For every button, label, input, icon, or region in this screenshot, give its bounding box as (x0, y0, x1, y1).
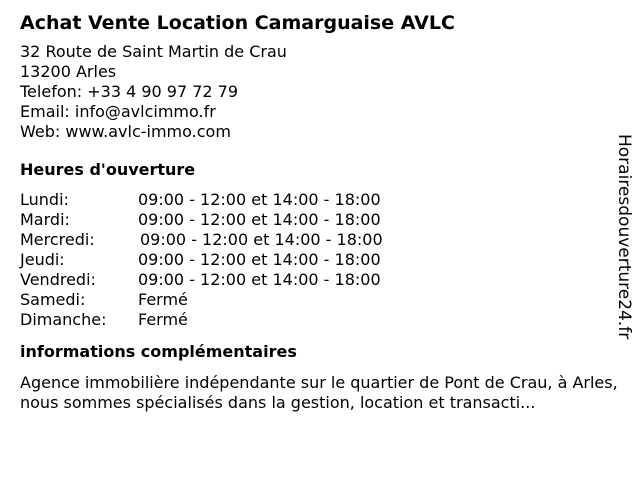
hours-row-tuesday (20, 210, 628, 230)
watermark (612, 134, 636, 346)
time-value: 09:00 - 12:00 et 14:00 - 18:00 (138, 250, 381, 269)
day-label: Dimanche: (20, 310, 107, 329)
address-street: 32 Route de Saint Martin de Crau (20, 42, 287, 61)
day-label: Vendredi: (20, 270, 96, 289)
day-label: Samedi: (20, 290, 86, 309)
hours-row-thursday (20, 250, 628, 270)
info-description: Agence immobilière indépendante sur le quartier de Pont de Crau, à Arles, nous sommes spécialisés dans la gestion, location et transacti... (20, 373, 618, 412)
website-link[interactable]: Web: www.avlc-immo.com (20, 122, 231, 141)
time-value: 09:00 - 12:00 et 14:00 - 18:00 (138, 270, 381, 289)
time-value: Fermé (138, 290, 188, 309)
day-label: Lundi: (20, 190, 69, 209)
phone-number[interactable]: Telefon: +33 4 90 97 72 79 (20, 82, 239, 101)
info-heading: informations complémentaires (20, 342, 297, 361)
address-city: 13200 Arles (20, 62, 117, 81)
day-label: Mercredi: (20, 230, 95, 249)
business-card (20, 11, 628, 413)
hours-row-wednesday (20, 230, 628, 250)
opening-hours-table (20, 190, 628, 330)
email-address[interactable]: Email: info@avlcimmo.fr (20, 102, 216, 121)
time-value: Fermé (138, 310, 188, 329)
day-label: Mardi: (20, 210, 70, 229)
hours-row-monday (20, 190, 628, 210)
day-label: Jeudi: (20, 250, 65, 269)
hours-row-friday (20, 270, 628, 290)
hours-row-sunday (20, 310, 628, 330)
business-name: Achat Vente Location Camarguaise AVLC (20, 12, 455, 34)
watermark-text: Horairesdouverture24.fr (614, 134, 634, 340)
hours-heading: Heures d'ouverture (20, 160, 196, 179)
time-value: 09:00 - 12:00 et 14:00 - 18:00 (138, 210, 381, 229)
hours-row-saturday (20, 290, 628, 310)
contact-block (20, 42, 628, 142)
time-value: 09:00 - 12:00 et 14:00 - 18:00 (140, 230, 383, 249)
time-value: 09:00 - 12:00 et 14:00 - 18:00 (138, 190, 381, 209)
